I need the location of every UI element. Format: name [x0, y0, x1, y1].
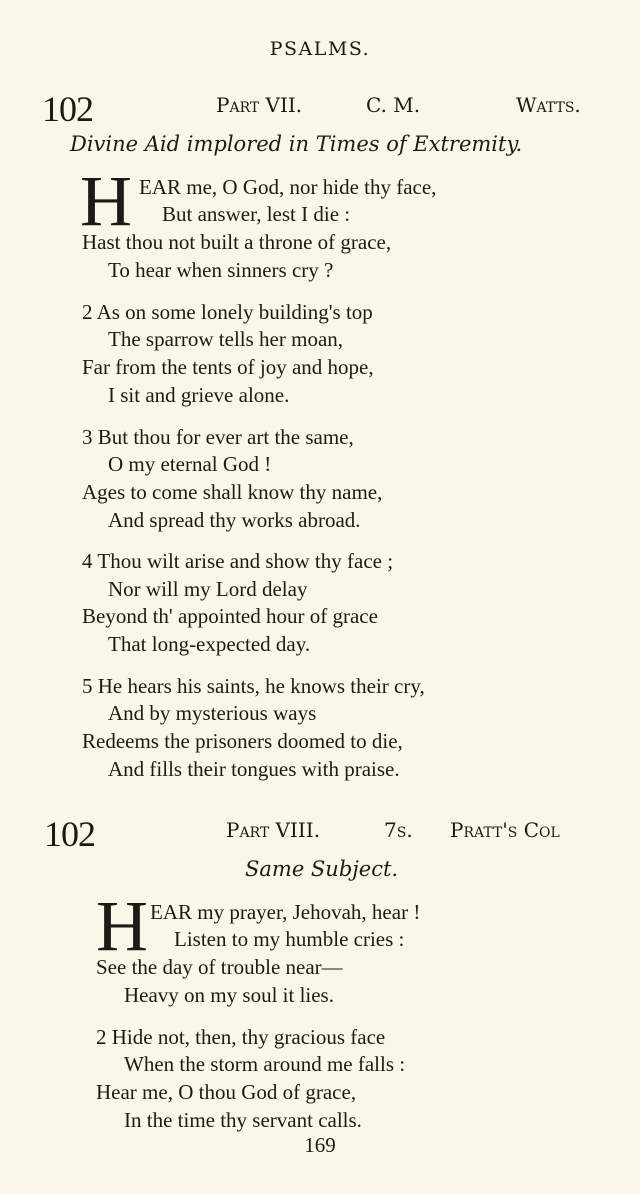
verse-line: And fills their tongues with praise.: [108, 757, 400, 781]
hymn-number: 102: [42, 89, 93, 129]
verse-line: 5 He hears his saints, he knows their cry,: [82, 674, 425, 698]
verse-line: 2 Hide not, then, thy gracious face: [96, 1025, 386, 1049]
hymn-author: Pratt's Col: [450, 818, 560, 842]
hymn-title: Divine Aid implored in Times of Extremity.: [70, 132, 523, 156]
verse-line: See the day of trouble near—: [96, 955, 343, 979]
verse-line: In the time thy servant calls.: [124, 1108, 362, 1132]
verse-line: 2 As on some lonely building's top: [82, 300, 373, 324]
verse-line: That long-expected day.: [108, 632, 311, 656]
verse-line: The sparrow tells her moan,: [108, 327, 344, 351]
hymn-title: Same Subject.: [245, 857, 399, 881]
verse-line: EAR me, O God, nor hide thy face,: [139, 175, 437, 199]
hymn-number: 102: [44, 814, 95, 854]
verse-line: And by mysterious ways: [108, 701, 317, 725]
verse-line: Nor will my Lord delay: [108, 577, 308, 601]
verse-line: Far from the tents of joy and hope,: [82, 355, 374, 379]
verse-line: Hast thou not built a throne of grace,: [82, 230, 392, 254]
verse-line: Listen to my humble cries :: [174, 927, 405, 951]
hymn-part: Part VII.: [216, 93, 303, 117]
drop-cap: H: [80, 161, 132, 241]
verse-line: To hear when sinners cry ?: [108, 258, 334, 282]
verse-line: When the storm around me falls :: [124, 1052, 406, 1076]
page-number: 169: [304, 1133, 336, 1157]
verse-line: I sit and grieve alone.: [108, 383, 290, 407]
verse-line: 3 But thou for ever art the same,: [82, 425, 354, 449]
hymn-meter: C. M.: [366, 93, 421, 117]
verse-line: 4 Thou wilt arise and show thy face ;: [82, 549, 394, 573]
running-head: PSALMS.: [269, 38, 371, 60]
verse-line: And spread thy works abroad.: [108, 508, 361, 532]
verse-line: Hear me, O thou God of grace,: [96, 1080, 357, 1104]
verse-line: Heavy on my soul it lies.: [124, 983, 334, 1007]
verse-line: Redeems the prisoners doomed to die,: [82, 729, 403, 753]
hymn-author: Watts.: [516, 93, 581, 117]
hymn-meter: 7s.: [384, 818, 413, 842]
verse-line: O my eternal God !: [108, 452, 272, 476]
verse-line: But answer, lest I die :: [162, 202, 351, 226]
verse-line: Ages to come shall know thy name,: [82, 480, 383, 504]
verse-line: Beyond th' appointed hour of grace: [82, 604, 378, 628]
drop-cap: H: [96, 886, 148, 966]
hymn-part: Part VIII.: [226, 818, 321, 842]
verse-line: EAR my prayer, Jehovah, hear !: [150, 900, 421, 924]
